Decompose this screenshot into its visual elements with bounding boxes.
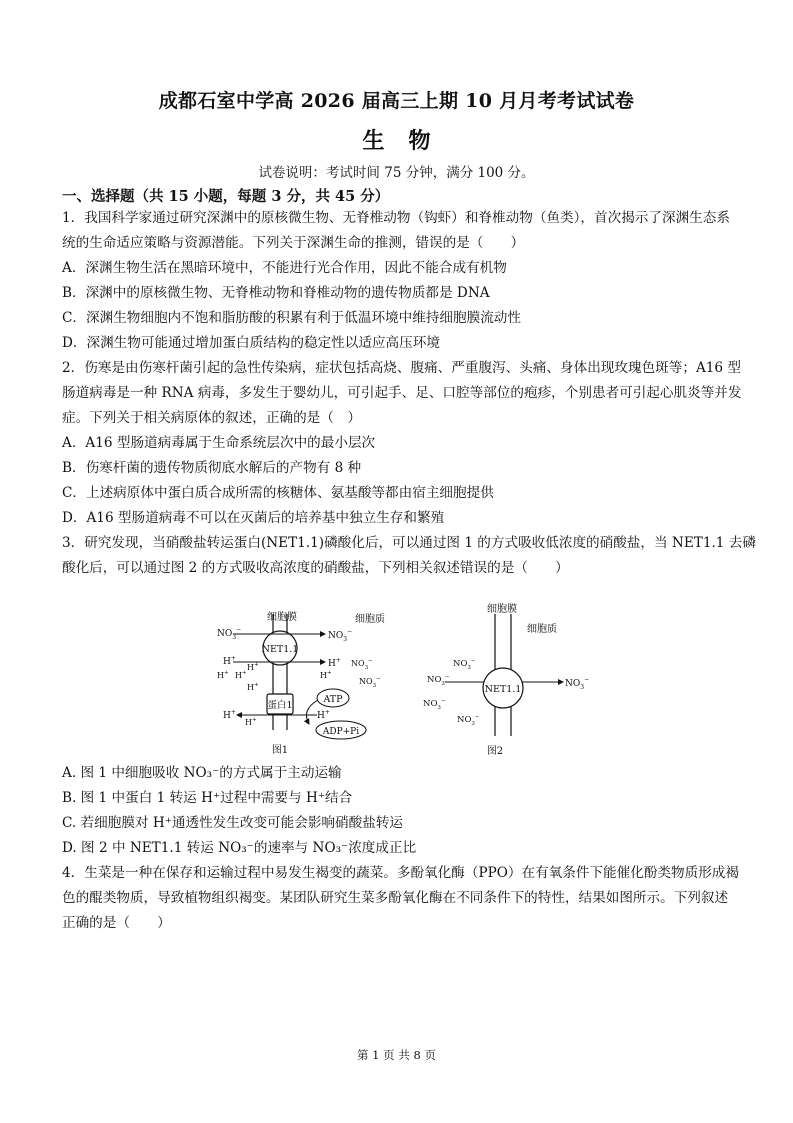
- fig1-cytoplasm-label: 细胞质: [355, 614, 385, 625]
- q2-stem-line3: 症。下列关于相关病原体的叙述，正确的是（ ）: [62, 410, 362, 426]
- exam-title: 成都石室中学高 2026 届高三上期 10 月月考考试试卷: [158, 90, 635, 112]
- figure-1-diagram: [205, 600, 395, 760]
- fig1-h-ion: H+: [247, 662, 259, 672]
- q3-stem-line1: 3．研究发现，当硝酸盐转运蛋白(NET1.1)磷酸化后，可以通过图 1 的方式吸收低浓度的硝酸盐，当 NET1.1 去磷: [62, 535, 756, 551]
- section-heading: 一、选择题（共 15 小题，每题 3 分，共 45 分）: [62, 188, 390, 205]
- fig1-h-ion: H+: [247, 682, 259, 692]
- q2-stem-line2: 肠道病毒是一种 RNA 病毒，多发生于婴幼儿，可引起手、足、口腔等部位的疱疹，个别患者可引起心肌炎等并发: [62, 385, 742, 401]
- fig1-h-out: H+: [223, 709, 236, 721]
- q1-option-d: D．深渊生物可能通过增加蛋白质结构的稳定性以适应高压环境: [62, 335, 440, 351]
- q2-option-d: D．A16 型肠道病毒不可以在灭菌后的培养基中独立生存和繁殖: [62, 510, 445, 526]
- q1-stem-line2: 统的生命适应策略与资源潜能。下列关于深渊生命的推测，错误的是（ ）: [62, 235, 525, 251]
- fig1-caption: 图1: [271, 745, 289, 756]
- fig2-no3-ion: $NO_3^-$: [453, 658, 476, 671]
- fig2-no3-ion: $NO_3^-$: [427, 674, 450, 687]
- q2-option-a: A．A16 型肠道病毒属于生命系统层次中的最小层次: [62, 435, 376, 451]
- fig2-cytoplasm-label: 细胞质: [527, 624, 557, 635]
- q3-option-a: A. 图 1 中细胞吸收 NO₃⁻的方式属于主动运输: [62, 765, 342, 781]
- fig2-no3-ion: $NO_3^-$: [423, 698, 446, 711]
- fig1-no3-ion: $NO_3^-$: [351, 658, 373, 671]
- q3-option-c: C. 若细胞膜对 H⁺通透性发生改变可能会影响硝酸盐转运: [62, 815, 403, 831]
- exam-subject: 生物: [362, 128, 455, 154]
- q1-stem-line1: 1．我国科学家通过研究深渊中的原核微生物、无脊椎动物（钩虾）和脊椎动物（鱼类），首次揭示了深渊生态系: [62, 210, 730, 226]
- fig1-h-right: H+: [328, 657, 341, 669]
- q1-option-c: C．深渊生物细胞内不饱和脂肪酸的积累有利于低温环境中维持细胞膜流动性: [62, 310, 521, 326]
- q2-option-c: C．上述病原体中蛋白质合成所需的核糖体、氨基酸等都由宿主细胞提供: [62, 485, 494, 501]
- q2-option-b: B．伤寒杆菌的遗传物质彻底水解后的产物有 8 种: [62, 460, 362, 476]
- fig1-no3-left: $NO_3^-$: [217, 626, 242, 641]
- fig1-no3-ion: $NO_3^-$: [359, 676, 381, 689]
- fig1-transporter-label: NET1.1: [261, 644, 299, 655]
- fig1-h-ion: H+: [217, 670, 229, 680]
- figure-2-diagram: [415, 598, 590, 763]
- q3-option-b: B. 图 1 中蛋白 1 转运 H⁺过程中需要与 H⁺结合: [62, 790, 353, 806]
- fig2-caption: 图2: [486, 746, 504, 757]
- q1-option-a: A．深渊生物生活在黑暗环境中，不能进行光合作用，因此不能合成有机物: [62, 260, 507, 276]
- q1-option-b: B．深渊中的原核微生物、无脊椎动物和脊椎动物的遗传物质都是 DNA: [62, 285, 490, 301]
- q3-stem-line2: 酸化后，可以通过图 2 的方式吸收高浓度的硝酸盐，下列相关叙述错误的是（ ）: [62, 560, 569, 576]
- fig2-no3-ion: $NO_3^-$: [457, 714, 480, 727]
- fig1-no3-right: $NO_3^-$: [328, 628, 353, 643]
- fig1-h-left: H+: [223, 655, 236, 667]
- fig1-adp-label: ADP+Pi: [322, 727, 360, 737]
- fig1-membrane-label: 细胞膜: [267, 612, 297, 623]
- q2-stem-line1: 2．伤寒是由伤寒杆菌引起的急性传染病，症状包括高烧、腹痛、严重腹泻、头痛、身体出现玫瑰色斑等；A16 型: [62, 360, 741, 376]
- q4-stem-line2: 色的醌类物质，导致植物组织褐变。某团队研究生菜多酚氧化酶在不同条件下的特性，结果如图所示。下列叙述: [62, 890, 729, 906]
- exam-note: 试卷说明：考试时间 75 分钟，满分 100 分。: [258, 165, 535, 181]
- fig1-h-ion: H+: [245, 717, 257, 727]
- fig2-transporter-label: NET1.1: [484, 684, 522, 695]
- q4-stem-line3: 正确的是（ ）: [62, 915, 171, 931]
- fig2-membrane-label: 细胞膜: [487, 604, 517, 615]
- fig2-no3-right: $NO_3^-$: [565, 676, 590, 691]
- q3-option-d: D. 图 2 中 NET1.1 转运 NO₃⁻的速率与 NO₃⁻浓度成正比: [62, 840, 417, 856]
- fig1-atp-label: ATP: [323, 694, 343, 705]
- fig1-h-in: H+: [317, 709, 330, 721]
- fig1-h-ion: H+: [320, 670, 332, 680]
- fig1-protein-label: 蛋白1: [267, 700, 293, 711]
- q4-stem-line1: 4．生菜是一种在保存和运输过程中易发生褐变的蔬菜。多酚氧化酶（PPO）在有氧条件下能催化酚类物质形成褐: [62, 865, 739, 881]
- page-footer: 第 1 页 共 8 页: [357, 1048, 436, 1062]
- fig1-h-ion: H+: [235, 670, 247, 680]
